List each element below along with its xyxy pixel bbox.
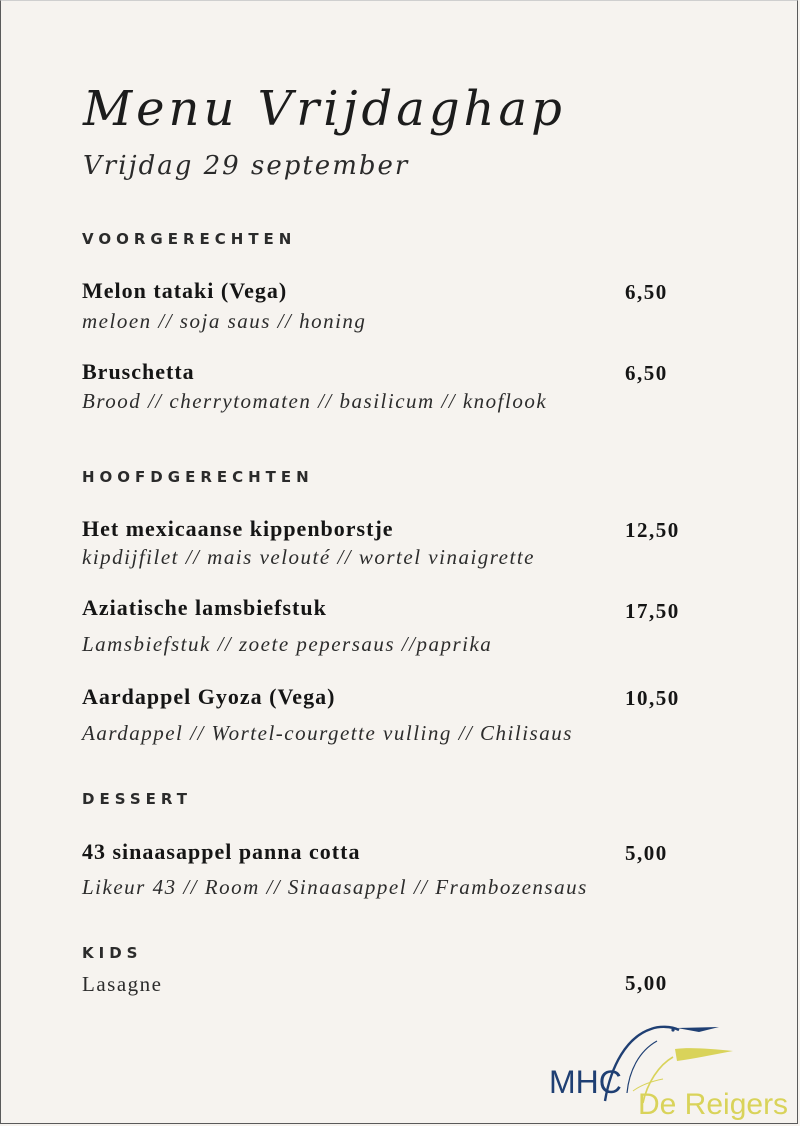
dish-price: 5,00 — [625, 841, 668, 865]
dish-description: Lamsbiefstuk // zoete pepersaus //paprika — [82, 632, 493, 656]
dish-price: 6,50 — [625, 280, 668, 304]
section-heading-hoofdgerechten: HOOFDGERECHTEN — [82, 468, 314, 486]
dish-price: 17,50 — [625, 599, 680, 623]
dish-name: Melon tataki (Vega) — [82, 278, 288, 303]
section-heading-kids: KIDS — [82, 944, 143, 962]
dish-name: Het mexicaanse kippenborstje — [82, 516, 394, 541]
logo-text-de-reigers: De Reigers — [638, 1088, 789, 1121]
dish-price: 5,00 — [625, 971, 668, 995]
section-heading-voorgerechten: VOORGERECHTEN — [82, 230, 297, 248]
menu-date: Vrijdag 29 september — [83, 151, 410, 181]
dish-description: kipdijfilet // mais velouté // wortel vinaigrette — [82, 545, 535, 569]
dish-price: 12,50 — [625, 518, 680, 542]
dish-name: 43 sinaasappel panna cotta — [82, 839, 361, 864]
dish-description: Brood // cherrytomaten // basilicum // knoflook — [82, 389, 548, 413]
dish-name: Bruschetta — [82, 359, 195, 384]
logo-text-mhc: MHC — [549, 1064, 622, 1100]
dish-name: Aziatische lamsbiefstuk — [82, 595, 327, 620]
dish-name: Lasagne — [82, 972, 163, 996]
dish-price: 6,50 — [625, 361, 668, 385]
dish-description: Aardappel // Wortel-courgette vulling // Chilisaus — [82, 721, 573, 745]
dish-description: meloen // soja saus // honing — [82, 309, 367, 333]
dish-name: Aardappel Gyoza (Vega) — [82, 684, 336, 709]
dish-description: Likeur 43 // Room // Sinaasappel // Frambozensaus — [82, 875, 588, 899]
dish-price: 10,50 — [625, 686, 680, 710]
mhc-de-reigers-logo — [541, 1019, 797, 1123]
page-title: Menu Vrijdaghap — [83, 81, 566, 137]
section-heading-dessert: DESSERT — [82, 790, 192, 808]
